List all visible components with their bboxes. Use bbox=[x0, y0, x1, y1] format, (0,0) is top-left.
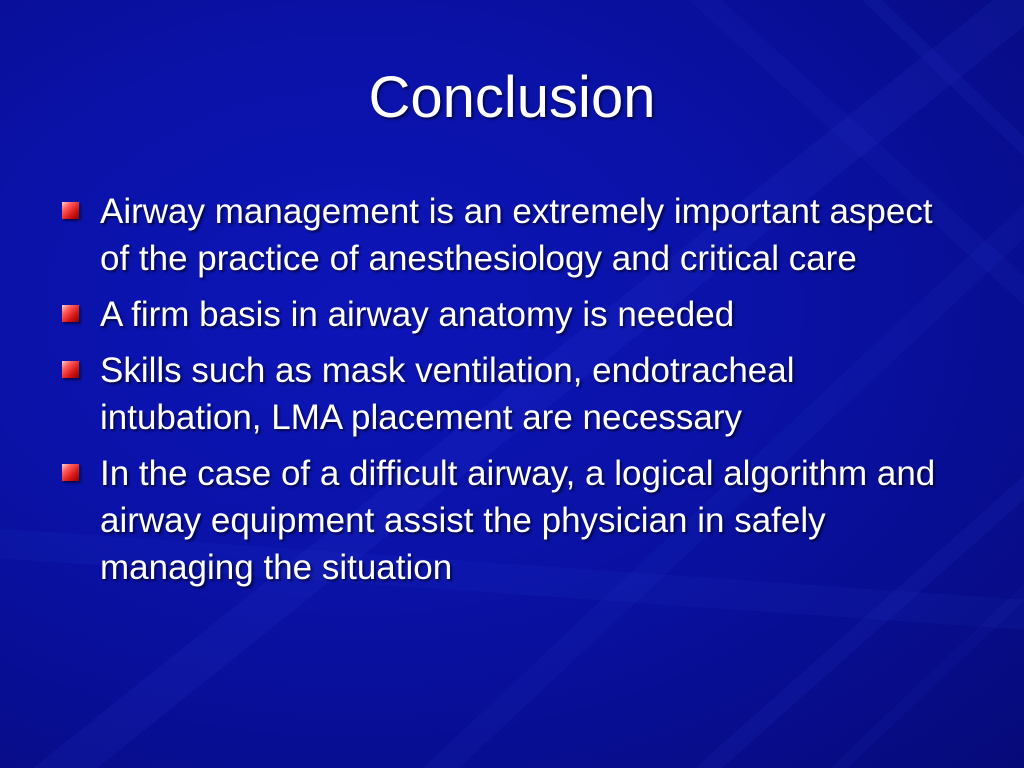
square-bullet-icon bbox=[62, 464, 79, 481]
bullet-item bbox=[62, 188, 962, 282]
square-bullet-icon bbox=[62, 202, 79, 219]
bullet-item bbox=[62, 347, 962, 441]
bullet-text: A firm basis in airway anatomy is needed bbox=[100, 295, 735, 334]
bullet-text: Skills such as mask ventilation, endotracheal intubation, LMA placement are necessary bbox=[100, 351, 795, 437]
bullet-item bbox=[62, 450, 962, 591]
bullet-text: Airway management is an extremely important aspect of the practice of anesthesiology and critical care bbox=[100, 192, 933, 278]
slide-title: Conclusion bbox=[368, 65, 656, 130]
bullet-text: In the case of a difficult airway, a logical algorithm and airway equipment assist the physician in safely managing the situation bbox=[100, 454, 936, 587]
square-bullet-icon bbox=[62, 305, 79, 322]
square-bullet-icon bbox=[62, 361, 79, 378]
bullet-item bbox=[62, 291, 962, 338]
bullet-list bbox=[62, 188, 962, 600]
